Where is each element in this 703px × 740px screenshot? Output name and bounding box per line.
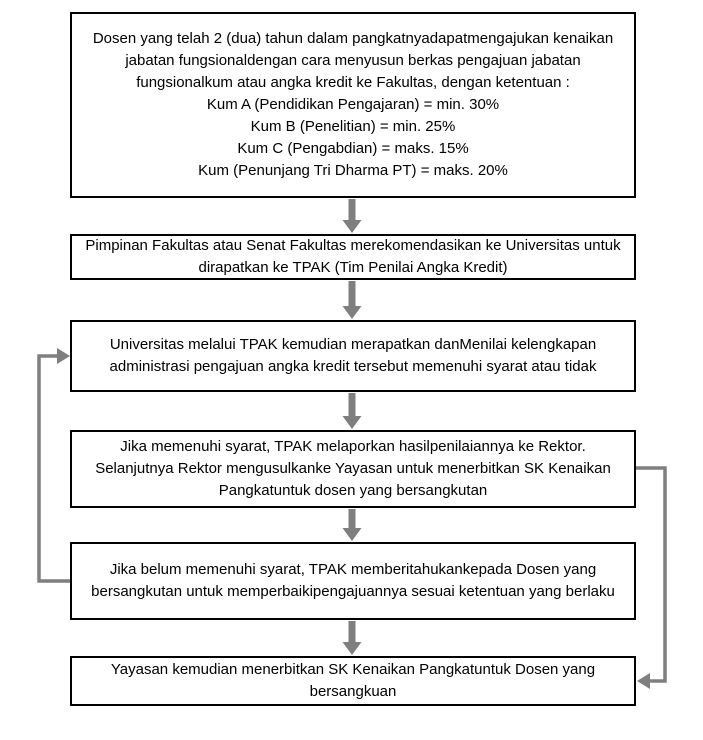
arrow-down-1-icon <box>343 199 362 233</box>
flow-step-1 <box>70 12 636 198</box>
feedback-arrow-left-line <box>39 356 70 581</box>
feedback-arrow-right-head-icon <box>637 673 650 689</box>
feedback-arrow-left-head-icon <box>57 348 70 364</box>
flow-step-1-criterion-b: Kum B (Penelitian) = min. 25% <box>250 118 456 135</box>
flow-step-1-text: Dosen yang telah 2 (dua) tahun dalam pangkatnyadapatmengajukan kenaikan jabatan fungsionaldengan cara menyusun berkas pengajuan jabatan fungsionalkum atau angka kredit ke Fakultas, dengan ketentuan : <box>92 30 614 91</box>
feedback-arrow-right-line <box>636 468 665 681</box>
arrow-down-3-icon <box>343 393 362 429</box>
flow-step-1-criterion-a: Kum A (Pendidikan Pengajaran) = min. 30% <box>206 96 500 113</box>
arrow-down-4-icon <box>343 509 362 541</box>
flow-step-4-text: Jika memenuhi syarat, TPAK melaporkan hasilpenilaiannya ke Rektor. Selanjutnya Rektor mengusulkanke Yayasan untuk menerbitkan SK Kenaikan Pangkatuntuk dosen yang bersangkutan <box>95 438 611 499</box>
arrow-down-5-icon <box>343 621 362 655</box>
flow-step-1-criterion-d: Kum (Penunjang Tri Dharma PT) = maks. 20% <box>198 162 508 179</box>
flow-step-6-text: Yayasan kemudian menerbitkan SK Kenaikan Pangkatuntuk Dosen yang bersangkuan <box>110 661 596 700</box>
flow-step-4 <box>70 430 636 508</box>
flow-step-6 <box>70 656 636 706</box>
flow-step-2-text: Pimpinan Fakultas atau Senat Fakultas merekomendasikan ke Universitas untuk dirapatkan ke TPAK (Tim Penilai Angka Kredit) <box>85 237 621 276</box>
flow-step-1-criterion-c: Kum C (Pengabdian) = maks. 15% <box>237 140 469 157</box>
flow-step-2 <box>70 234 636 280</box>
flow-step-5 <box>70 542 636 620</box>
arrow-down-2-icon <box>343 281 362 319</box>
flow-step-5-text: Jika belum memenuhi syarat, TPAK memberitahukankepada Dosen yang bersangkutan untuk memperbaikipengajuannya sesuai ketentuan yang berlaku <box>91 561 615 600</box>
flow-step-3-text: Universitas melalui TPAK kemudian merapatkan danMenilai kelengkapan administrasi pengajuan angka kredit tersebut memenuhi syarat atau tidak <box>109 336 597 375</box>
flow-step-3 <box>70 320 636 392</box>
